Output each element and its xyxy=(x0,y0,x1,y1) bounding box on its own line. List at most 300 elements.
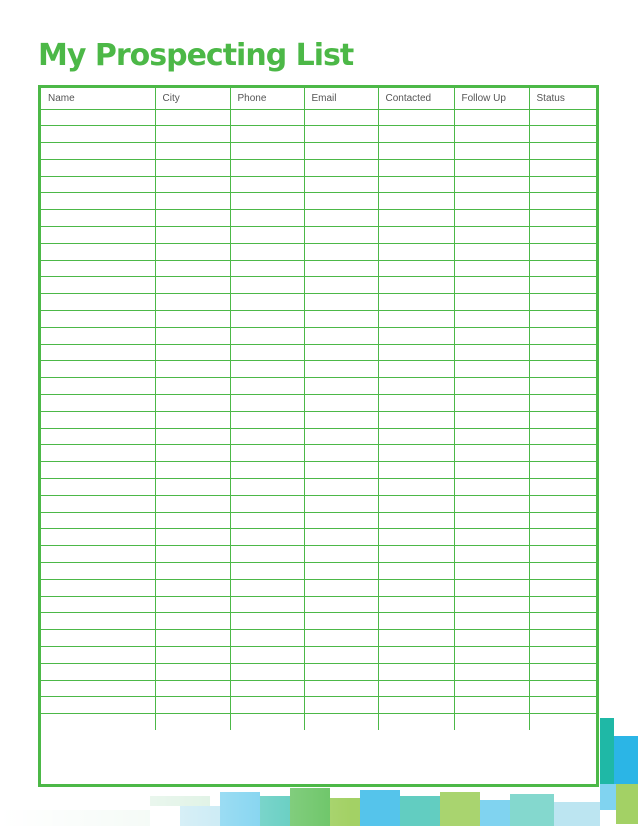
table-row xyxy=(41,159,596,176)
table-cell xyxy=(304,378,378,395)
table-cell xyxy=(454,613,529,630)
table-cell xyxy=(304,176,378,193)
table-cell xyxy=(155,495,230,512)
table-cell xyxy=(155,176,230,193)
table-cell xyxy=(378,428,454,445)
table-cell xyxy=(230,596,304,613)
table-cell xyxy=(378,445,454,462)
table-cell xyxy=(41,630,155,647)
table-cell xyxy=(41,109,155,126)
table-cell xyxy=(529,630,596,647)
table-row xyxy=(41,277,596,294)
table-cell xyxy=(155,579,230,596)
table-cell xyxy=(230,176,304,193)
table-cell xyxy=(529,277,596,294)
table-cell xyxy=(155,143,230,160)
table-cell xyxy=(454,210,529,227)
table-cell xyxy=(41,663,155,680)
table-cell xyxy=(304,243,378,260)
table-cell xyxy=(155,126,230,143)
table-cell xyxy=(41,529,155,546)
table-cell xyxy=(454,579,529,596)
table-cell xyxy=(454,462,529,479)
table-cell xyxy=(529,714,596,731)
table-cell xyxy=(155,663,230,680)
table-cell xyxy=(155,563,230,580)
table-cell xyxy=(454,361,529,378)
table-cell xyxy=(304,445,378,462)
table-cell xyxy=(155,311,230,328)
table-cell xyxy=(230,294,304,311)
table-cell xyxy=(304,697,378,714)
table-cell xyxy=(454,311,529,328)
table-cell xyxy=(378,344,454,361)
table-cell xyxy=(41,327,155,344)
table-cell xyxy=(155,714,230,731)
table-cell xyxy=(304,579,378,596)
table-cell xyxy=(230,109,304,126)
table-cell xyxy=(230,529,304,546)
table-cell xyxy=(454,663,529,680)
table-cell xyxy=(230,227,304,244)
table-cell xyxy=(378,563,454,580)
table-row xyxy=(41,260,596,277)
table-cell xyxy=(304,479,378,496)
table-cell xyxy=(378,512,454,529)
table-cell xyxy=(529,680,596,697)
table-cell xyxy=(378,714,454,731)
table-row xyxy=(41,227,596,244)
table-cell xyxy=(529,663,596,680)
table-cell xyxy=(454,159,529,176)
table-cell xyxy=(230,445,304,462)
table-cell xyxy=(304,260,378,277)
table-row xyxy=(41,361,596,378)
table-cell xyxy=(378,126,454,143)
table-cell xyxy=(304,663,378,680)
table-cell xyxy=(304,647,378,664)
table-cell xyxy=(155,680,230,697)
column-header-follow-up: Follow Up xyxy=(454,88,529,109)
table-cell xyxy=(304,210,378,227)
table-cell xyxy=(155,260,230,277)
table-cell xyxy=(378,596,454,613)
table-row xyxy=(41,344,596,361)
table-row xyxy=(41,109,596,126)
table-cell xyxy=(304,227,378,244)
table-cell xyxy=(529,143,596,160)
table-row xyxy=(41,462,596,479)
table-cell xyxy=(155,344,230,361)
table-cell xyxy=(230,344,304,361)
table-cell xyxy=(529,512,596,529)
table-row xyxy=(41,378,596,395)
table-cell xyxy=(304,428,378,445)
table-cell xyxy=(454,243,529,260)
table-cell xyxy=(41,344,155,361)
table-cell xyxy=(230,260,304,277)
table-cell xyxy=(304,327,378,344)
table-cell xyxy=(155,697,230,714)
table-cell xyxy=(230,579,304,596)
table-cell xyxy=(41,596,155,613)
table-cell xyxy=(304,344,378,361)
table-cell xyxy=(529,126,596,143)
table-cell xyxy=(230,462,304,479)
table-cell xyxy=(230,428,304,445)
table-cell xyxy=(41,697,155,714)
table-cell xyxy=(155,395,230,412)
table-cell xyxy=(155,546,230,563)
table-cell xyxy=(155,428,230,445)
table-row xyxy=(41,495,596,512)
table-row xyxy=(41,210,596,227)
table-cell xyxy=(378,630,454,647)
table-cell xyxy=(378,546,454,563)
table-cell xyxy=(529,428,596,445)
table-cell xyxy=(454,260,529,277)
table-cell xyxy=(230,630,304,647)
column-header-contacted: Contacted xyxy=(378,88,454,109)
table-cell xyxy=(155,193,230,210)
table-row xyxy=(41,529,596,546)
table-cell xyxy=(529,109,596,126)
table-cell xyxy=(529,361,596,378)
table-cell xyxy=(529,378,596,395)
table-row xyxy=(41,327,596,344)
table-cell xyxy=(454,546,529,563)
table-cell xyxy=(454,395,529,412)
table-cell xyxy=(155,243,230,260)
table-cell xyxy=(41,512,155,529)
table-cell xyxy=(529,193,596,210)
table-cell xyxy=(41,159,155,176)
table-cell xyxy=(230,210,304,227)
table-cell xyxy=(529,697,596,714)
table-cell xyxy=(529,495,596,512)
table-cell xyxy=(529,529,596,546)
column-header-status: Status xyxy=(529,88,596,109)
table-cell xyxy=(454,327,529,344)
table-cell xyxy=(378,647,454,664)
table-cell xyxy=(304,529,378,546)
table-row xyxy=(41,395,596,412)
table-cell xyxy=(454,563,529,580)
table-row xyxy=(41,445,596,462)
column-header-phone: Phone xyxy=(230,88,304,109)
table-cell xyxy=(304,109,378,126)
table-cell xyxy=(454,411,529,428)
table-cell xyxy=(378,243,454,260)
table-cell xyxy=(304,143,378,160)
table-cell xyxy=(454,529,529,546)
table-cell xyxy=(304,395,378,412)
table-cell xyxy=(378,663,454,680)
table-cell xyxy=(378,260,454,277)
table-cell xyxy=(155,378,230,395)
table-cell xyxy=(378,395,454,412)
table-cell xyxy=(41,563,155,580)
table-cell xyxy=(378,277,454,294)
table-cell xyxy=(230,680,304,697)
column-header-city: City xyxy=(155,88,230,109)
table-row xyxy=(41,663,596,680)
table-cell xyxy=(41,445,155,462)
table-row xyxy=(41,143,596,160)
table-cell xyxy=(454,647,529,664)
table-cell xyxy=(378,311,454,328)
table-cell xyxy=(41,613,155,630)
table-cell xyxy=(454,277,529,294)
table-cell xyxy=(41,260,155,277)
table-cell xyxy=(155,529,230,546)
table-row xyxy=(41,714,596,731)
table-row xyxy=(41,193,596,210)
table-cell xyxy=(454,445,529,462)
table-cell xyxy=(41,495,155,512)
table-cell xyxy=(155,277,230,294)
table-cell xyxy=(304,294,378,311)
table-cell xyxy=(529,579,596,596)
table-row xyxy=(41,697,596,714)
table-cell xyxy=(155,462,230,479)
table-cell xyxy=(529,445,596,462)
table-cell xyxy=(230,546,304,563)
table-cell xyxy=(454,126,529,143)
table-cell xyxy=(454,344,529,361)
table-cell xyxy=(41,378,155,395)
table-cell xyxy=(304,512,378,529)
table-body xyxy=(41,109,596,730)
table-cell xyxy=(155,210,230,227)
table-cell xyxy=(529,462,596,479)
table-cell xyxy=(230,243,304,260)
table-cell xyxy=(304,159,378,176)
table-cell xyxy=(155,159,230,176)
table-row xyxy=(41,428,596,445)
table-cell xyxy=(41,193,155,210)
table-cell xyxy=(529,176,596,193)
table-cell xyxy=(41,227,155,244)
table-cell xyxy=(454,378,529,395)
table-row xyxy=(41,630,596,647)
table-cell xyxy=(454,479,529,496)
table-cell xyxy=(378,680,454,697)
table-cell xyxy=(155,647,230,664)
table-cell xyxy=(41,462,155,479)
table-cell xyxy=(155,596,230,613)
table-cell xyxy=(230,647,304,664)
table-cell xyxy=(378,479,454,496)
table-cell xyxy=(41,411,155,428)
table-cell xyxy=(304,277,378,294)
table-cell xyxy=(230,479,304,496)
table-cell xyxy=(230,495,304,512)
table-cell xyxy=(155,294,230,311)
table-cell xyxy=(454,495,529,512)
table-cell xyxy=(41,176,155,193)
table-cell xyxy=(304,193,378,210)
table-cell xyxy=(41,243,155,260)
prospecting-table-container xyxy=(38,85,599,787)
table-cell xyxy=(304,630,378,647)
table-cell xyxy=(454,697,529,714)
table-cell xyxy=(230,613,304,630)
table-row xyxy=(41,294,596,311)
table-cell xyxy=(41,126,155,143)
table-cell xyxy=(230,714,304,731)
table-cell xyxy=(454,596,529,613)
table-row xyxy=(41,479,596,496)
table-cell xyxy=(155,327,230,344)
table-cell xyxy=(378,579,454,596)
table-cell xyxy=(378,529,454,546)
table-cell xyxy=(529,210,596,227)
table-cell xyxy=(230,327,304,344)
table-cell xyxy=(378,613,454,630)
table-cell xyxy=(304,462,378,479)
table-cell xyxy=(230,311,304,328)
table-cell xyxy=(230,159,304,176)
table-cell xyxy=(230,277,304,294)
table-cell xyxy=(230,193,304,210)
table-cell xyxy=(230,378,304,395)
table-cell xyxy=(529,294,596,311)
table-cell xyxy=(41,294,155,311)
table-cell xyxy=(230,663,304,680)
table-row xyxy=(41,512,596,529)
table-row xyxy=(41,243,596,260)
table-cell xyxy=(304,495,378,512)
table-cell xyxy=(304,546,378,563)
table-cell xyxy=(378,327,454,344)
table-cell xyxy=(155,512,230,529)
table-cell xyxy=(529,395,596,412)
table-cell xyxy=(454,143,529,160)
table-cell xyxy=(529,227,596,244)
column-header-name: Name xyxy=(41,88,155,109)
table-cell xyxy=(304,311,378,328)
table-cell xyxy=(230,395,304,412)
table-cell xyxy=(230,126,304,143)
table-cell xyxy=(230,361,304,378)
table-cell xyxy=(529,613,596,630)
table-cell xyxy=(378,210,454,227)
table-cell xyxy=(529,596,596,613)
table-cell xyxy=(454,714,529,731)
table-cell xyxy=(378,462,454,479)
table-row xyxy=(41,311,596,328)
table-header-row xyxy=(41,88,596,109)
table-cell xyxy=(454,109,529,126)
table-cell xyxy=(454,428,529,445)
table-cell xyxy=(304,563,378,580)
table-cell xyxy=(378,378,454,395)
table-cell xyxy=(454,193,529,210)
table-row xyxy=(41,126,596,143)
table-cell xyxy=(155,445,230,462)
table-row xyxy=(41,613,596,630)
table-cell xyxy=(529,159,596,176)
table-cell xyxy=(41,395,155,412)
table-cell xyxy=(304,613,378,630)
table-cell xyxy=(529,327,596,344)
table-cell xyxy=(155,479,230,496)
table-cell xyxy=(41,311,155,328)
table-cell xyxy=(529,411,596,428)
table-cell xyxy=(529,479,596,496)
table-cell xyxy=(529,647,596,664)
table-cell xyxy=(155,227,230,244)
table-cell xyxy=(454,680,529,697)
table-cell xyxy=(304,714,378,731)
table-cell xyxy=(41,579,155,596)
table-cell xyxy=(155,361,230,378)
table-cell xyxy=(378,193,454,210)
table-cell xyxy=(304,680,378,697)
table-cell xyxy=(378,361,454,378)
table-cell xyxy=(155,411,230,428)
table-cell xyxy=(454,630,529,647)
table-cell xyxy=(41,647,155,664)
table-cell xyxy=(304,126,378,143)
table-cell xyxy=(41,361,155,378)
table-cell xyxy=(41,546,155,563)
table-row xyxy=(41,596,596,613)
table-cell xyxy=(41,210,155,227)
table-cell xyxy=(155,109,230,126)
table-cell xyxy=(454,512,529,529)
table-cell xyxy=(155,613,230,630)
table-row xyxy=(41,411,596,428)
page-title: My Prospecting List xyxy=(38,38,354,73)
table-cell xyxy=(529,311,596,328)
table-cell xyxy=(529,344,596,361)
table-cell xyxy=(41,680,155,697)
table-cell xyxy=(230,411,304,428)
table-cell xyxy=(378,294,454,311)
table-cell xyxy=(529,546,596,563)
table-cell xyxy=(378,411,454,428)
table-cell xyxy=(41,143,155,160)
table-cell xyxy=(155,630,230,647)
prospecting-table xyxy=(41,88,596,730)
table-cell xyxy=(230,563,304,580)
table-cell xyxy=(378,495,454,512)
table-row xyxy=(41,563,596,580)
table-cell xyxy=(454,294,529,311)
table-cell xyxy=(230,512,304,529)
table-row xyxy=(41,546,596,563)
table-row xyxy=(41,579,596,596)
table-cell xyxy=(529,563,596,580)
table-cell xyxy=(41,714,155,731)
table-row xyxy=(41,680,596,697)
table-cell xyxy=(304,596,378,613)
table-cell xyxy=(529,243,596,260)
table-cell xyxy=(230,697,304,714)
table-cell xyxy=(230,143,304,160)
table-cell xyxy=(378,697,454,714)
table-cell xyxy=(304,411,378,428)
table-cell xyxy=(378,227,454,244)
table-cell xyxy=(378,176,454,193)
table-cell xyxy=(378,143,454,160)
table-cell xyxy=(529,260,596,277)
column-header-email: Email xyxy=(304,88,378,109)
table-row xyxy=(41,647,596,664)
table-cell xyxy=(378,159,454,176)
